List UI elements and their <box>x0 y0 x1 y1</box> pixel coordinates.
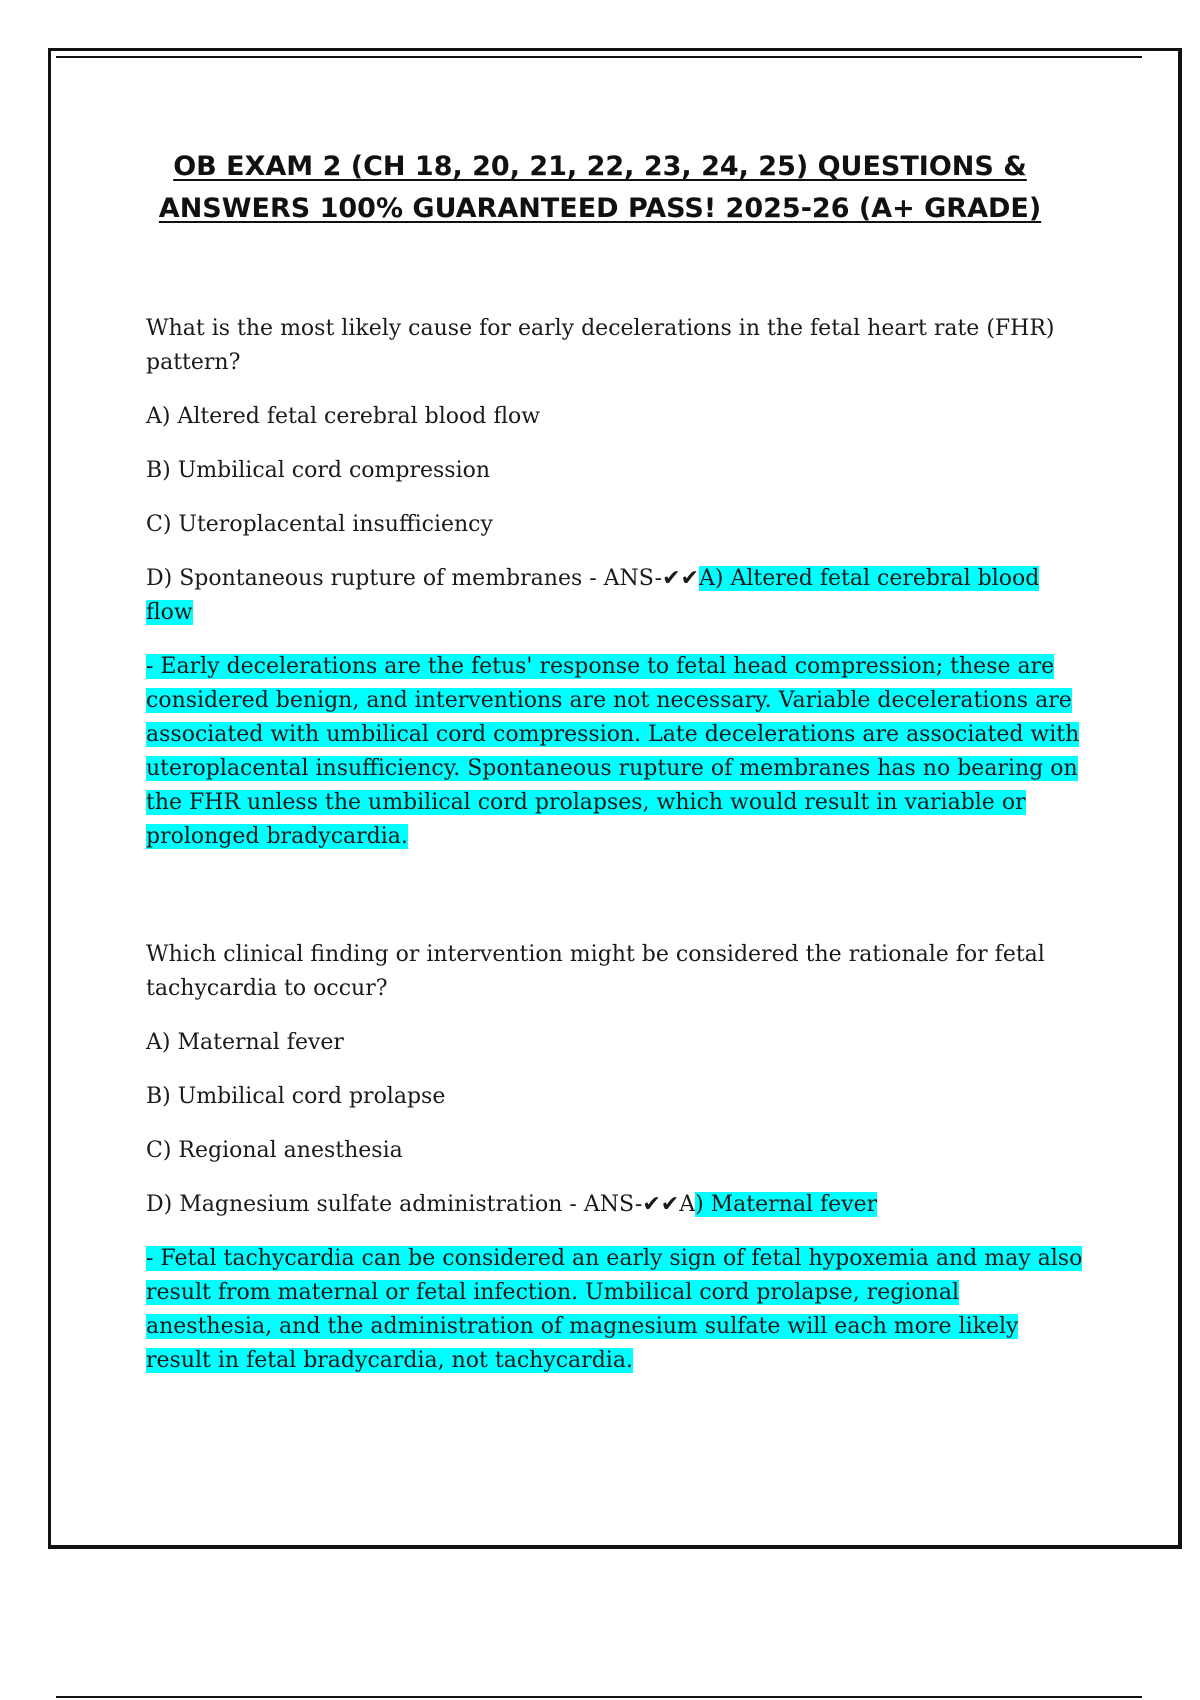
option-d-with-answer <box>146 562 1086 630</box>
question-block-1 <box>146 312 1086 854</box>
checkmark-icon: ✔✔ <box>662 566 699 591</box>
option-c: C) Uteroplacental insufficiency <box>146 512 493 537</box>
bottom-rule <box>56 1696 1142 1698</box>
question-block-2 <box>146 938 1086 1378</box>
answer-plain: A <box>679 1192 696 1217</box>
rationale-text: - Early decelerations are the fetus' response to fetal head compression; these are considered benign, and interventions are not necessary. Variable decelerations are associated with umbilical cord compression. Late decelerations are associated with uteroplacental insufficiency. Spontaneous rupture of membranes has no bearing on the FHR unless the umbilical cord prolapses, which would result in variable or prolonged bradycardia. <box>146 654 1080 849</box>
option-d: D) Magnesium sulfate administration - ANS- <box>146 1192 643 1217</box>
title-line-2: ANSWERS 100% GUARANTEED PASS! 2025-26 (A+ GRADE) <box>158 193 1042 224</box>
option-d-with-answer <box>146 1188 1086 1222</box>
question-prompt: Which clinical finding or intervention might be considered the rationale for fetal tachycardia to occur? <box>146 942 1045 1001</box>
option-a: A) Altered fetal cerebral blood flow <box>146 404 541 429</box>
document-content <box>146 312 1086 1378</box>
option-c: C) Regional anesthesia <box>146 1138 403 1163</box>
option-d: D) Spontaneous rupture of membranes - ANS- <box>146 566 663 591</box>
answer-highlight: ) Maternal fever <box>695 1192 878 1217</box>
rationale-text: - Fetal tachycardia can be considered an early sign of fetal hypoxemia and may also result from maternal or fetal infection. Umbilical cord prolapse, regional anesthesia, and the administration of magnesium sulfate will each more likely result in fetal bradycardia, not tachycardia. <box>146 1246 1083 1373</box>
answer-highlight: A) Altered fetal cerebral blood flow <box>146 566 1040 625</box>
document-title <box>100 146 1100 230</box>
question-prompt: What is the most likely cause for early decelerations in the fetal heart rate (FHR) pattern? <box>146 316 1055 375</box>
checkmark-icon: ✔✔ <box>642 1192 680 1217</box>
rationale <box>146 1242 1086 1378</box>
rationale <box>146 650 1086 854</box>
title-line-1: OB EXAM 2 (CH 18, 20, 21, 22, 23, 24, 25) QUESTIONS & <box>173 151 1027 182</box>
option-b: B) Umbilical cord compression <box>146 458 491 483</box>
option-a: A) Maternal fever <box>146 1030 344 1055</box>
option-b: B) Umbilical cord prolapse <box>146 1084 446 1109</box>
top-rule <box>56 56 1142 58</box>
